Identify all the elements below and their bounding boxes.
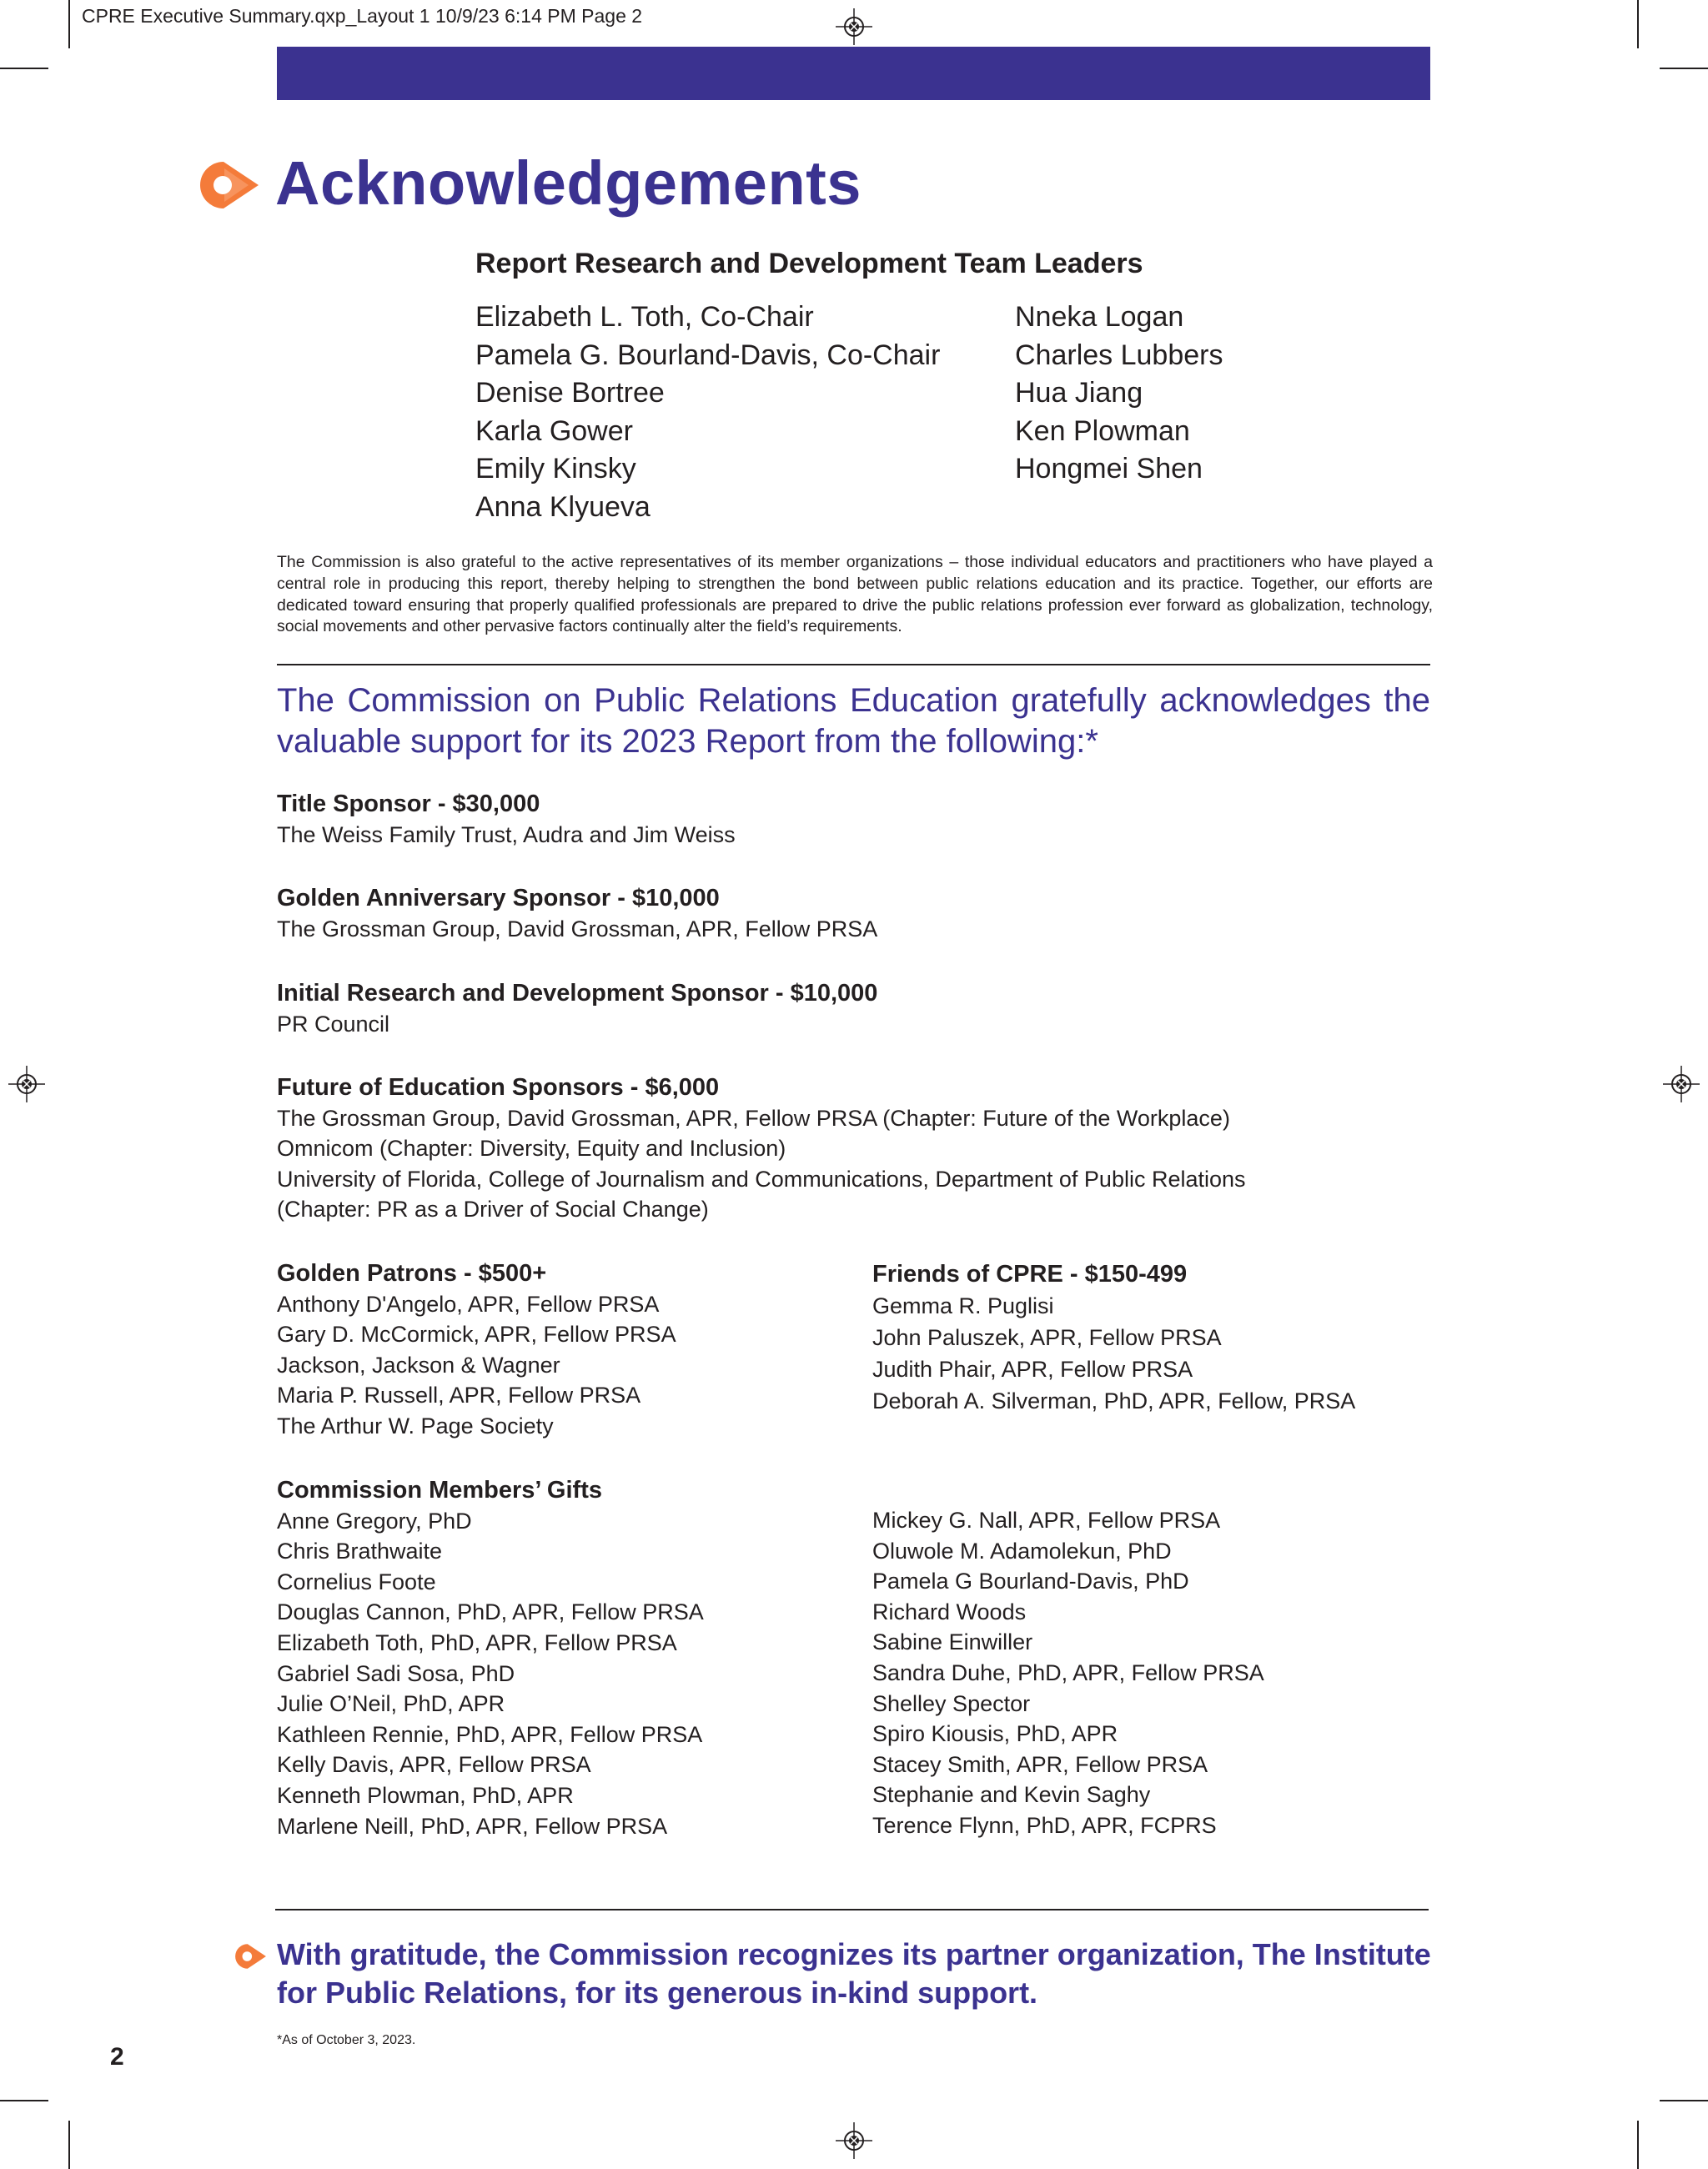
member-name: Richard Woods bbox=[872, 1599, 1027, 1624]
title-sponsor-block bbox=[277, 789, 736, 850]
team-leader-name: Charles Lubbers bbox=[1015, 339, 1223, 371]
member-name: Anne Gregory, PhD bbox=[277, 1508, 472, 1534]
golden-anniversary-block bbox=[277, 883, 877, 944]
member-name: Mickey G. Nall, APR, Fellow PRSA bbox=[872, 1508, 1221, 1533]
member-name: Douglas Cannon, PhD, APR, Fellow PRSA bbox=[277, 1599, 704, 1625]
future-education-heading: Future of Education Sponsors - $6,000 bbox=[277, 1074, 720, 1101]
team-leader-name: Elizabeth L. Toth, Co-Chair bbox=[475, 301, 814, 333]
friends-block bbox=[872, 1258, 1355, 1417]
team-leader-name: Karla Gower bbox=[475, 414, 633, 447]
team-leaders-right-column bbox=[1015, 299, 1223, 489]
member-name: Stephanie and Kevin Saghy bbox=[872, 1782, 1151, 1808]
registration-mark-bottom-icon bbox=[836, 2122, 872, 2159]
header-color-band bbox=[277, 47, 1430, 100]
friend-name: Deborah A. Silverman, PhD, APR, Fellow, PRSA bbox=[872, 1388, 1356, 1413]
team-leader-name: Nneka Logan bbox=[1015, 301, 1184, 333]
team-leader-name: Hongmei Shen bbox=[1015, 453, 1203, 485]
team-leader-name: Ken Plowman bbox=[1015, 414, 1190, 447]
sponsor-name: The Grossman Group, David Grossman, APR, Fellow PRSA (Chapter: Future of the Workplace) bbox=[277, 1105, 1230, 1131]
member-name: Julie O’Neil, PhD, APR bbox=[277, 1691, 505, 1717]
member-name: Shelley Spector bbox=[872, 1690, 1031, 1716]
sponsor-name: Omnicom (Chapter: Diversity, Equity and Inclusion) bbox=[277, 1136, 786, 1162]
orange-arrow-circle-icon bbox=[197, 158, 260, 212]
member-name: Gabriel Sadi Sosa, PhD bbox=[277, 1660, 515, 1686]
patron-name: Maria P. Russell, APR, Fellow PRSA bbox=[277, 1383, 641, 1408]
member-name: Cornelius Foote bbox=[277, 1569, 436, 1594]
orange-arrow-circle-icon bbox=[234, 1942, 267, 1971]
crop-mark-top-left-h bbox=[0, 68, 48, 69]
registration-mark-left-icon bbox=[8, 1066, 45, 1102]
member-name: Kathleen Rennie, PhD, APR, Fellow PRSA bbox=[277, 1721, 703, 1747]
print-slug: CPRE Executive Summary.qxp_Layout 1 10/9/23 6:14 PM Page 2 bbox=[82, 5, 643, 27]
crop-mark-top-right-v bbox=[1637, 0, 1639, 48]
patron-name: The Arthur W. Page Society bbox=[277, 1413, 554, 1438]
patron-name: Gary D. McCormick, APR, Fellow PRSA bbox=[277, 1322, 676, 1348]
future-education-block bbox=[277, 1072, 1246, 1225]
section-divider bbox=[277, 664, 1430, 665]
title-sponsor-heading: Title Sponsor - $30,000 bbox=[277, 791, 540, 817]
sponsor-name: The Grossman Group, David Grossman, APR, Fellow PRSA bbox=[277, 916, 878, 941]
member-name: Oluwole M. Adamolekun, PhD bbox=[872, 1538, 1172, 1564]
patron-name: Anthony D'Angelo, APR, Fellow PRSA bbox=[277, 1291, 660, 1317]
registration-mark-top-icon bbox=[836, 8, 872, 45]
sponsor-name: (Chapter: PR as a Driver of Social Change) bbox=[277, 1197, 709, 1223]
page-title: Acknowledgements bbox=[275, 148, 862, 218]
member-name: Elizabeth Toth, PhD, APR, Fellow PRSA bbox=[277, 1629, 677, 1655]
grateful-paragraph: The Commission is also grateful to the active representatives of its member organizations – those individual educators and practitioners who have played a central role in producing this report, thereby helping to strengthen the bond between public relations education and its practice. Together, our efforts are dedicated toward ensuring that properly qualified professionals are prepared to drive the public relations profession ever forward as globalization, technology, social movements and other pervasive factors continually alter the field’s requirements. bbox=[277, 553, 1433, 636]
member-name: Sandra Duhe, PhD, APR, Fellow PRSA bbox=[872, 1659, 1264, 1685]
sponsor-name: University of Florida, College of Journalism and Communications, Department of Public Relations bbox=[277, 1166, 1246, 1192]
gratitude-statement: With gratitude, the Commission recognizes its partner organization, The Institute for Public Relations, for its generous in-kind support. bbox=[277, 1937, 1431, 2010]
team-leader-name: Pamela G. Bourland-Davis, Co-Chair bbox=[475, 339, 941, 371]
member-name: Marlene Neill, PhD, APR, Fellow PRSA bbox=[277, 1813, 668, 1839]
initial-research-heading: Initial Research and Development Sponsor - $10,000 bbox=[277, 980, 878, 1007]
friend-name: Gemma R. Puglisi bbox=[872, 1293, 1054, 1318]
team-leader-name: Denise Bortree bbox=[475, 377, 665, 409]
members-gifts-right-block bbox=[872, 1505, 1264, 1841]
friends-heading: Friends of CPRE - $150-499 bbox=[872, 1261, 1188, 1288]
crop-mark-top-left-v bbox=[68, 0, 70, 48]
members-gifts-left-block bbox=[277, 1475, 704, 1841]
page-number: 2 bbox=[110, 2043, 124, 2071]
initial-research-block bbox=[277, 978, 877, 1039]
member-name: Spiro Kiousis, PhD, APR bbox=[872, 1721, 1118, 1747]
footnote: *As of October 3, 2023. bbox=[277, 2033, 416, 2047]
members-gifts-heading: Commission Members’ Gifts bbox=[277, 1477, 602, 1504]
friend-name: Judith Phair, APR, Fellow PRSA bbox=[872, 1357, 1193, 1382]
member-name: Chris Brathwaite bbox=[277, 1539, 443, 1564]
sponsor-name: The Weiss Family Trust, Audra and Jim Weiss bbox=[277, 821, 736, 847]
crop-mark-bottom-left-h bbox=[0, 2100, 48, 2101]
friend-name: John Paluszek, APR, Fellow PRSA bbox=[872, 1325, 1222, 1350]
team-leader-name: Hua Jiang bbox=[1015, 377, 1143, 409]
footer-divider bbox=[275, 1909, 1429, 1910]
member-name: Kenneth Plowman, PhD, APR bbox=[277, 1782, 574, 1808]
team-leader-name: Emily Kinsky bbox=[475, 453, 636, 485]
golden-anniversary-heading: Golden Anniversary Sponsor - $10,000 bbox=[277, 885, 720, 911]
crop-mark-bottom-left-v bbox=[68, 2121, 70, 2169]
member-name: Sabine Einwiller bbox=[872, 1629, 1033, 1655]
sponsor-name: PR Council bbox=[277, 1011, 390, 1037]
member-name: Kelly Davis, APR, Fellow PRSA bbox=[277, 1752, 591, 1778]
thanks-statement: The Commission on Public Relations Education gratefully acknowledges the valuable support for its 2023 Report from the following:* bbox=[277, 682, 1430, 760]
team-leaders-heading: Report Research and Development Team Leaders bbox=[475, 248, 1143, 279]
member-name: Stacey Smith, APR, Fellow PRSA bbox=[872, 1751, 1208, 1777]
member-name: Pamela G Bourland-Davis, PhD bbox=[872, 1569, 1189, 1594]
team-leaders-left-column bbox=[475, 299, 940, 526]
crop-mark-bottom-right-h bbox=[1660, 2100, 1708, 2101]
team-leader-name: Anna Klyueva bbox=[475, 490, 651, 523]
golden-patrons-heading: Golden Patrons - $500+ bbox=[277, 1260, 547, 1287]
member-name: Terence Flynn, PhD, APR, FCPRS bbox=[872, 1812, 1217, 1838]
patron-name: Jackson, Jackson & Wagner bbox=[277, 1352, 560, 1378]
crop-mark-bottom-right-v bbox=[1637, 2121, 1639, 2169]
registration-mark-right-icon bbox=[1663, 1066, 1700, 1102]
golden-patrons-block bbox=[277, 1258, 676, 1442]
crop-mark-top-right-h bbox=[1660, 68, 1708, 69]
